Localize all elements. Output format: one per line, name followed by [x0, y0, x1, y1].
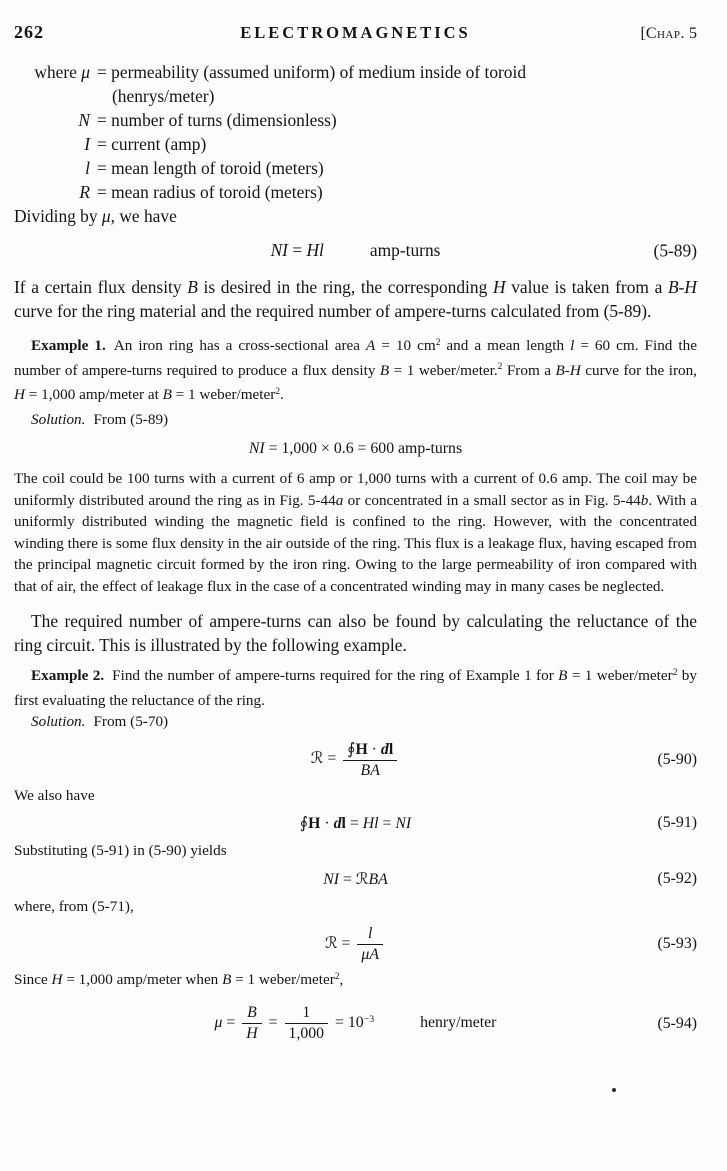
paragraph-flux-density: If a certain flux density B is desired in the ring, the corresponding H value is taken from a B-H curve for the ring material and the required number of ampere-turns calculated from (5-89).: [14, 277, 697, 321]
example-1-text: Example 1. An iron ring has a cross-sectional area A = 10 $cm^2$ and a mean length l = 60 cm. Find the number of ampere-turns required to produce a flux density B = 1 weber/meter.$^2$ From a B-H curve for the iron, H = 1,000 amp/meter at B = 1 weber/meter$^2$.: [14, 337, 697, 403]
example-1: [14, 335, 697, 597]
substituting-line: Substituting (5-91) in (5-90) yields: [14, 842, 227, 859]
running-title: ELECTROMAGNETICS: [240, 23, 471, 42]
equation-number: (5-94): [657, 1014, 697, 1032]
equation-number: (5-91): [657, 814, 697, 831]
equation-body: ℛ = $\frac{l}{\mu A}$: [325, 925, 386, 964]
equation-number: (5-92): [657, 869, 697, 887]
chapter-label: [Chap. 5: [640, 25, 697, 42]
definition-text: (henrys/meter): [112, 86, 215, 106]
definition-symbol: R: [79, 182, 90, 202]
definition-row: [14, 60, 697, 84]
example-1-solution: Solution. From (5-89): [31, 410, 169, 428]
equation-5-92: [14, 867, 697, 891]
equation-5-94: [14, 1002, 697, 1046]
definition-symbol: l: [85, 158, 90, 178]
page-number: 262: [14, 22, 44, 42]
definition-row: [14, 132, 697, 156]
example-2-text: Example 2. Find the number of ampere-turns required for the ring of Example 1 for B = 1 weber/meter$^2$ by first evaluating the reluctance of the ring.: [14, 667, 697, 709]
equation-number: (5-90): [657, 750, 697, 768]
paragraph-required-turns: The required number of ampere-turns can also be found by calculating the reluctance of the ring circuit. This is illustrated by the following example.: [14, 611, 697, 655]
definition-row: [14, 108, 697, 132]
equation-5-90: [14, 739, 697, 781]
since-line: Since H = 1,000 amp/meter when B = 1 weber/meter$^2$,: [14, 971, 344, 988]
definition-row: [14, 156, 697, 180]
definition-row: [14, 84, 697, 108]
equation-body: ℛ = $\frac{∮H \cdot dl}{BA}$: [311, 739, 400, 780]
equation-5-93: [14, 923, 697, 965]
definition-text: = mean radius of toroid (meters): [97, 182, 323, 202]
definition-symbol: [14, 84, 90, 108]
definition-symbol: where μ: [34, 62, 90, 82]
definition-text: = current (amp): [97, 134, 207, 154]
page-header: [14, 22, 697, 44]
definition-text: = permeability (assumed uniform) of medium inside of toroid: [97, 62, 527, 82]
equation-body: μ = $\frac{B}{H}$ = $\frac{1}{1,000}$ = $10^{-3}$ henry/meter: [214, 1004, 497, 1042]
equation-5-89: [14, 238, 697, 263]
example-2-solution: Solution. From (5-70): [31, 713, 169, 730]
definition-symbol: I: [84, 134, 90, 154]
equation-body: ∮H · dl = Hl = NI: [299, 815, 412, 832]
equation-number: (5-93): [657, 935, 697, 952]
equation-body: NI = 1,000 × 0.6 = 600 amp-turns: [248, 440, 463, 457]
equation-number: (5-89): [653, 240, 697, 260]
definition-text: = mean length of toroid (meters): [97, 158, 324, 178]
where-from-line: where, from (5-71),: [14, 897, 134, 915]
equation-ni-600: [14, 438, 697, 460]
definition-text: = number of turns (dimensionless): [97, 110, 337, 130]
equation-body: NI = Hl amp-turns: [270, 240, 441, 260]
example-2: [14, 665, 697, 1046]
symbol-definitions: [14, 60, 697, 204]
definition-row: [14, 180, 697, 204]
definition-symbol: N: [78, 110, 90, 130]
equation-body: NI = ℛBA: [323, 870, 388, 888]
equation-5-91: [14, 811, 697, 835]
dividing-line: Dividing by μ, we have: [14, 206, 177, 226]
paragraph-coil: The coil could be 100 turns with a current of 6 amp or 1,000 turns with a current of 0.6 amp. The coil may be uniformly distributed around the ring as in Fig. 5-44a or concentrated in a small sector as in Fig. 5-44b. With a uniformly distributed winding the magnetic field is confined to the ring. However, with the concentrated winding there is some flux density in the air outside of the ring. This flux is a leakage flux, having escaped from the principal magnetic circuit formed by the iron ring. Owing to the large permeability of iron compared with that of air, the effect of leakage flux in the case of a concentrated winding may in many cases be neglected.: [14, 470, 698, 595]
scan-artifact-dot: [612, 1088, 616, 1092]
we-also-have-line: We also have: [14, 786, 95, 804]
